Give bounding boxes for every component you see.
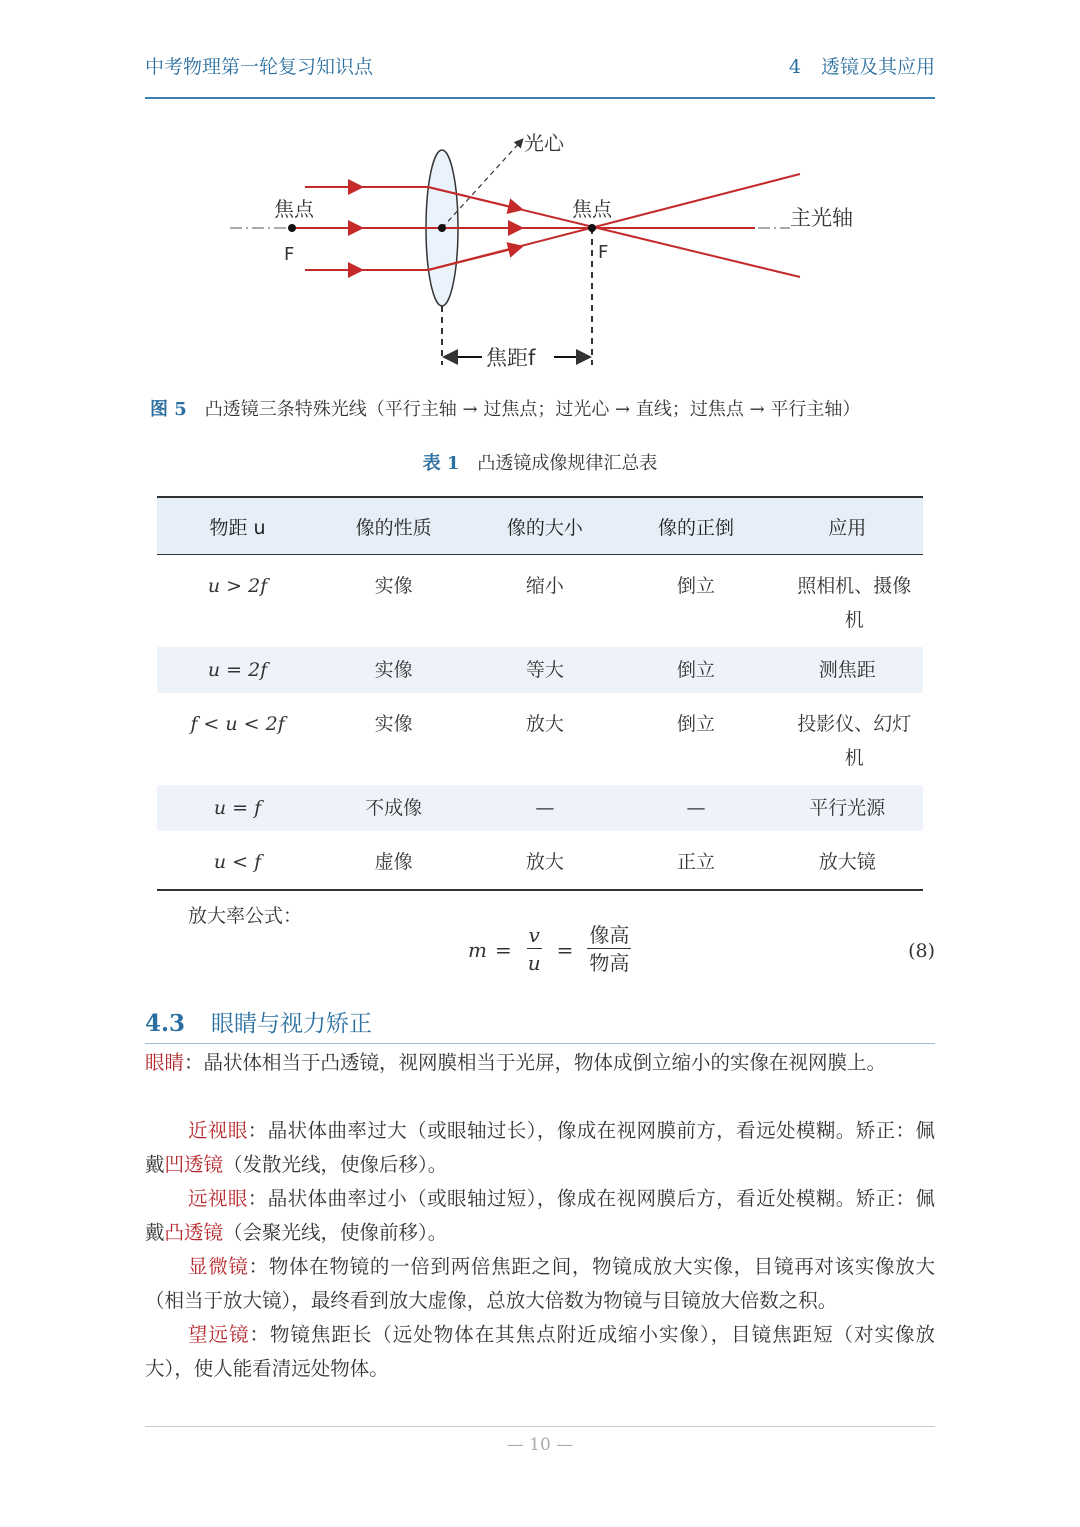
table-cell: 平行光源 (772, 785, 923, 831)
col-header-application: 应用 (772, 497, 923, 555)
table-cell: 放大 (525, 713, 564, 735)
table-cell: 缩小 (525, 575, 564, 597)
fraction-v-over-u (526, 922, 543, 977)
table-cell: — (469, 785, 620, 831)
table-row (157, 693, 923, 785)
paragraph-microscope-text: ：物体在物镜的一倍到两倍焦距之间，物镜成放大实像，目镜再对该实像放大（相当于放大镜），最终看到放大虚像，总放大倍数为物镜与目镜放大倍数之积。 (145, 1255, 935, 1312)
frac2-denominator: 物高 (589, 951, 630, 975)
table-cell: u < f (213, 851, 262, 873)
paragraph-telescope-text: ：物镜焦距长（远处物体在其焦点附近成缩小实像），目镜焦距短（对实像放大），使人能看清远处物体。 (145, 1323, 935, 1380)
keyword-concave-lens: 凹透镜 (164, 1153, 224, 1176)
table-cell: 不成像 (318, 785, 469, 831)
chapter-heading (789, 52, 935, 79)
label-focal-length: 焦距f (486, 346, 536, 370)
paragraph-telescope (145, 1318, 935, 1386)
table-cell: f < u < 2f (190, 713, 285, 735)
table-cell: u = f (157, 785, 318, 831)
section-title: 眼睛与视力矫正 (211, 1011, 373, 1037)
table-row (157, 831, 923, 890)
table-cell: 投影仪、幻灯机 (797, 713, 912, 769)
table-row (157, 647, 923, 693)
table-cell: u > 2f (207, 575, 268, 597)
table-cell: 实像 (374, 575, 413, 597)
table-row (157, 785, 923, 831)
paragraph-myopia-text-1: ：晶状体曲率过大（或眼轴过长），像成在视网膜前方，看远处模糊。矫正：佩戴 (145, 1119, 935, 1176)
keyword-eye: 眼睛 (145, 1051, 185, 1074)
keyword-telescope: 望远镜 (188, 1323, 250, 1346)
book-title: 中考物理第一轮复习知识点 (145, 56, 374, 78)
chapter-title: 透镜及其应用 (820, 56, 935, 78)
formula-equals-1: = (494, 937, 512, 962)
figure-caption (150, 395, 860, 421)
ray-top-refracted-b (428, 187, 800, 277)
formula-equals-2: = (556, 937, 574, 962)
convex-lens-diagram (220, 120, 860, 375)
figure-label: 图 5 (150, 399, 187, 420)
paragraph-eye-text: ：晶状体相当于凸透镜，视网膜相当于光屏，物体成倒立缩小的实像在视网膜上。 (184, 1051, 887, 1074)
table-caption-text: 凸透镜成像规律汇总表 (477, 453, 658, 474)
keyword-convex-lens: 凸透镜 (164, 1221, 224, 1244)
table-header-row (157, 497, 923, 555)
page-number: — 10 — (506, 1435, 574, 1455)
label-focus-right-symbol: F (598, 242, 609, 263)
table-cell: 照相机、摄像机 (797, 575, 912, 631)
paragraph-myopia-text-2: （发散光线，使像后移）。 (223, 1153, 448, 1176)
col-header-orientation: 像的正倒 (620, 497, 771, 555)
focus-right-point (588, 224, 596, 232)
keyword-hyperopia: 远视眼 (188, 1187, 248, 1210)
focus-left-point (288, 224, 296, 232)
ray-bottom-refracted-b (428, 174, 800, 270)
table-cell: u = 2f (157, 647, 318, 693)
col-header-distance: 物距 u (157, 497, 318, 555)
page-header (145, 52, 935, 86)
col-header-nature: 像的性质 (318, 497, 469, 555)
equation-number: (8) (908, 940, 935, 962)
paragraph-myopia (145, 1114, 935, 1182)
imaging-rules-table (157, 496, 923, 891)
table-cell: 倒立 (620, 647, 771, 693)
section-heading (145, 1005, 935, 1044)
magnification-label: 放大率公式： (188, 905, 303, 927)
paragraph-hyperopia (145, 1182, 935, 1250)
table-cell: 放大镜 (818, 851, 876, 873)
label-optical-center: 光心 (524, 131, 564, 155)
paragraph-hyperopia-text-1: ：晶状体曲率过小（或眼轴过短），像成在视网膜后方，看近处模糊。矫正：佩戴 (145, 1187, 935, 1244)
magnification-formula (468, 922, 637, 977)
table-cell: 放大 (525, 851, 564, 873)
table-row (157, 555, 923, 648)
paragraph-hyperopia-text-2: （会聚光线，使像前移）。 (223, 1221, 448, 1244)
formula-lhs: m (468, 937, 487, 962)
frac2-numerator: 像高 (589, 923, 630, 947)
label-focus-left-symbol: F (284, 244, 295, 265)
table-cell: 虚像 (374, 851, 413, 873)
table-cell: 正立 (676, 851, 715, 873)
frac1-numerator: v (528, 923, 540, 947)
table-label: 表 1 (422, 453, 460, 474)
section-number: 4.3 (145, 1010, 186, 1037)
table-cell: 实像 (318, 647, 469, 693)
frac1-denominator: u (527, 951, 541, 975)
label-focus-left: 焦点 (274, 197, 314, 221)
table-cell: 倒立 (676, 575, 715, 597)
footer-rule (145, 1426, 935, 1427)
table-cell: 倒立 (676, 713, 715, 735)
table-cell: 等大 (469, 647, 620, 693)
label-focus-right: 焦点 (572, 197, 612, 221)
table-caption (0, 449, 1080, 475)
paragraph-eye (145, 1046, 935, 1080)
lens-center-point (438, 224, 446, 232)
table-cell: 实像 (374, 713, 413, 735)
keyword-microscope: 显微镜 (188, 1255, 249, 1278)
fraction-height-ratio (587, 922, 631, 977)
header-rule (145, 97, 935, 99)
keyword-myopia: 近视眼 (188, 1119, 248, 1142)
table-cell: — (620, 785, 771, 831)
table-cell: 测焦距 (772, 647, 923, 693)
figure-caption-text: 凸透镜三条特殊光线（平行主轴 → 过焦点；过光心 → 直线；过焦点 → 平行主轴） (204, 399, 861, 420)
col-header-size: 像的大小 (469, 497, 620, 555)
chapter-number: 4 (788, 56, 801, 78)
label-principal-axis: 主光轴 (790, 206, 853, 230)
paragraph-microscope (145, 1250, 935, 1318)
